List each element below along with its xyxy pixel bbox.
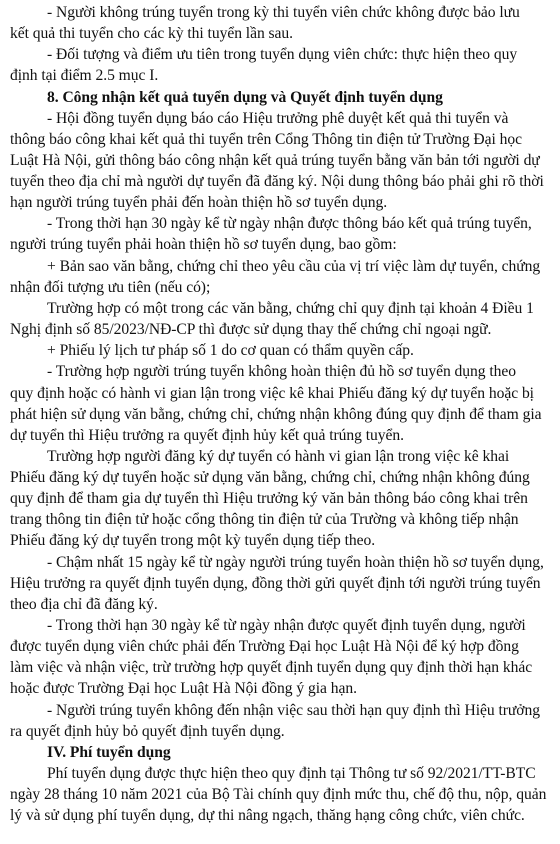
text-line: quy định để tham gia dự tuyển thì Hiệu trưởng ký văn bản thông báo công khai trên <box>10 490 528 507</box>
text-line: quy định hoặc có hành vi gian lận trong việc kê khai Phiếu đăng ký dự tuyển hoặc bị <box>10 385 534 402</box>
text-line: Trường hợp người đăng ký dự tuyển có hành vi gian lận trong việc kê khai <box>47 448 510 465</box>
text-line: làm việc và nhận việc, trừ trường hợp quyết định tuyển dụng quy định thời hạn khác <box>10 659 533 676</box>
text-line: Phí tuyển dụng được thực hiện theo quy định tại Thông tư số 92/2021/TT-BTC <box>47 765 536 782</box>
text-line: - Trong thời hạn 30 ngày kể từ ngày nhận được quyết định tuyển dụng, người <box>47 617 526 634</box>
text-line: kết quả thi tuyển cho các kỳ thi tuyển lần sau. <box>10 25 294 42</box>
text-line: Phiếu đăng ký dự tuyển hoặc sử dụng văn bằng, chứng chỉ, chứng nhận không đúng <box>10 469 530 486</box>
text-line: nhận đối tượng ưu tiên (nếu có); <box>10 279 211 296</box>
text-line: - Đối tượng và điểm ưu tiên trong tuyển dụng viên chức: thực hiện theo quy <box>47 46 518 63</box>
text-line: - Người trúng tuyển không đến nhận việc sau thời hạn quy định thì Hiệu trưởng <box>47 702 540 719</box>
text-line: + Bản sao văn bằng, chứng chỉ theo yêu cầu của vị trí việc làm dự tuyển, chứng <box>47 258 541 275</box>
text-line: lý và sử dụng phí tuyển dụng, dự thi nâng ngạch, thăng hạng công chức, viên chức. <box>10 807 525 824</box>
text-line: Trường hợp có một trong các văn bằng, chứng chỉ quy định tại khoản 4 Điều 1 <box>47 300 534 317</box>
text-line: ngày 28 tháng 10 năm 2021 của Bộ Tài chính quy định mức thu, chế độ thu, nộp, quản <box>10 786 547 803</box>
text-line: - Chậm nhất 15 ngày kể từ ngày người trúng tuyển hoàn thiện hồ sơ tuyển dụng, <box>47 554 544 571</box>
text-line: được tuyển dụng viên chức phải đến Trường Đại học Luật Hà Nội để ký hợp đồng <box>10 638 519 655</box>
section-heading: IV. Phí tuyển dụng <box>47 744 171 761</box>
text-line: Luật Hà Nội, gửi thông báo công nhận kết quả trúng tuyển bằng văn bản tới người dự <box>10 152 540 169</box>
text-line: Phiếu đăng ký dự tuyển trong một kỳ tuyển dụng tiếp theo. <box>10 532 376 549</box>
text-line: hạn người trúng tuyển phải đến hoàn thiện hồ sơ tuyển dụng. <box>10 194 388 211</box>
text-line: - Người không trúng tuyển trong kỳ thi tuyển viên chức không được bảo lưu <box>47 4 520 21</box>
text-line: tuyển theo địa chỉ mà người dự tuyển đã đăng ký. Nội dung thông báo phải ghi rõ thời <box>10 173 544 190</box>
text-line: - Hội đồng tuyển dụng báo cáo Hiệu trưởng phê duyệt kết quả thi tuyển và <box>47 110 509 127</box>
text-line: theo địa chỉ đã đăng ký. <box>10 596 158 613</box>
text-line: thông báo công khai kết quả thi tuyển trên Cổng Thông tin điện tử Trường Đại học <box>10 131 523 148</box>
text-line: + Phiếu lý lịch tư pháp số 1 do cơ quan có thẩm quyền cấp. <box>47 342 414 359</box>
text-line: định tại điểm 2.5 mục I. <box>10 67 159 84</box>
text-line: hoặc được Trường Đại học Luật Hà Nội đồng ý gia hạn. <box>10 680 357 697</box>
section-heading: 8. Công nhận kết quả tuyển dụng và Quyết định tuyển dụng <box>47 89 443 106</box>
text-line: Nghị định số 85/2023/NĐ-CP thì được sử dụng thay thế chứng chỉ ngoại ngữ. <box>10 321 492 338</box>
text-line: - Trường hợp người trúng tuyển không hoàn thiện đủ hồ sơ tuyển dụng theo <box>47 363 517 380</box>
text-line: dự tuyển thì Hiệu trưởng ra quyết định hủy kết quả trúng tuyển. <box>10 427 405 444</box>
text-line: ra quyết định hủy bỏ quyết định tuyển dụng. <box>10 723 285 740</box>
text-line: người trúng tuyển phải hoàn thiện hồ sơ tuyển dụng, bao gồm: <box>10 236 397 253</box>
text-line: trang thông tin điện tử hoặc cổng thông tin điện tử của Trường và không tiếp nhận <box>10 511 519 528</box>
text-line: Hiệu trưởng ra quyết định tuyển dụng, đồng thời gửi quyết định tới người trúng tuyển <box>10 575 541 592</box>
text-line: - Trong thời hạn 30 ngày kể từ ngày nhận được thông báo kết quả trúng tuyển, <box>47 215 532 232</box>
text-line: phát hiện sử dụng văn bằng, chứng chỉ, chứng nhận không đúng quy định để tham gia <box>10 406 542 423</box>
